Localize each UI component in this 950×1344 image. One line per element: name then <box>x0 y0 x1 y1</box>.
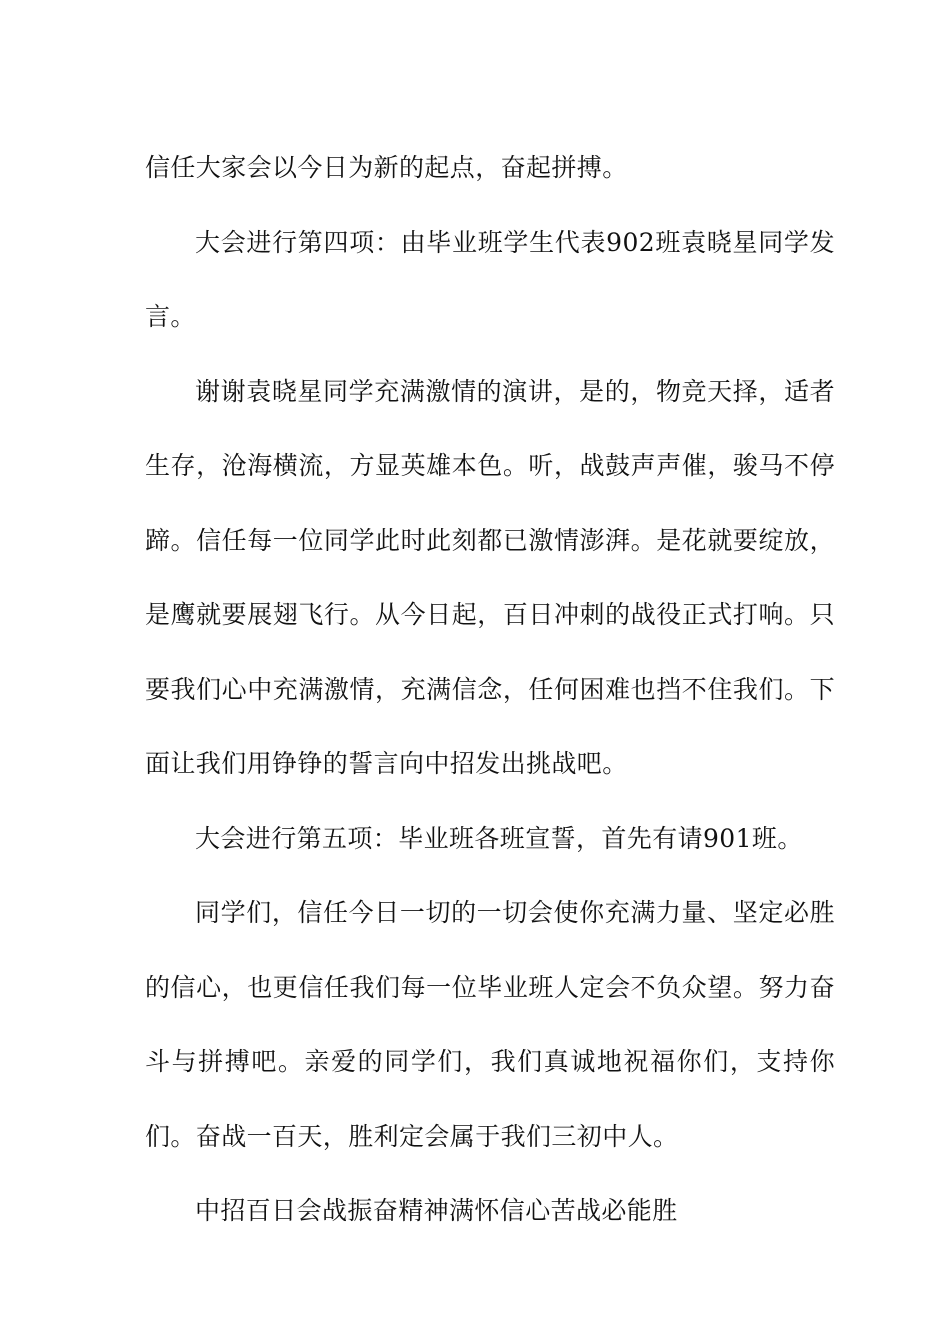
paragraph-item-five: 大会进行第五项：毕业班各班宣誓，首先有请901班。 <box>195 823 803 853</box>
paragraph-continuation: 信任大家会以今日为新的起点，奋起拼搏。 <box>145 153 628 182</box>
document-body <box>145 131 835 1249</box>
paragraph-slogan: 中招百日会战振奋精神满怀信心苦战必能胜 <box>195 1196 678 1225</box>
paragraph-classmates: 同学们，信任今日一切的一切会使你充满力量、坚定必胜的信心，也更信任我们每一位毕业班人定会不负众望。努力奋斗与拼搏吧。亲爱的同学们，我们真诚地祝福你们，支持你们。奋战一百天，胜利定会属于我们三初中人。 <box>145 898 835 1151</box>
paragraph-item-four: 大会进行第四项：由毕业班学生代表902班袁晓星同学发言。 <box>145 227 835 331</box>
paragraph-thanks-speech: 谢谢袁晓星同学充满激情的演讲，是的，物竞天择，适者生存，沧海横流，方显英雄本色。听，战鼓声声催，骏马不停蹄。信任每一位同学此时此刻都已激情澎湃。是花就要绽放，是鹰就要展翅飞行。从今日起，百日冲刺的战役正式打响。只要我们心中充满激情，充满信念，任何困难也挡不住我们。下面让我们用铮铮的誓言向中招发出挑战吧。 <box>145 376 835 778</box>
